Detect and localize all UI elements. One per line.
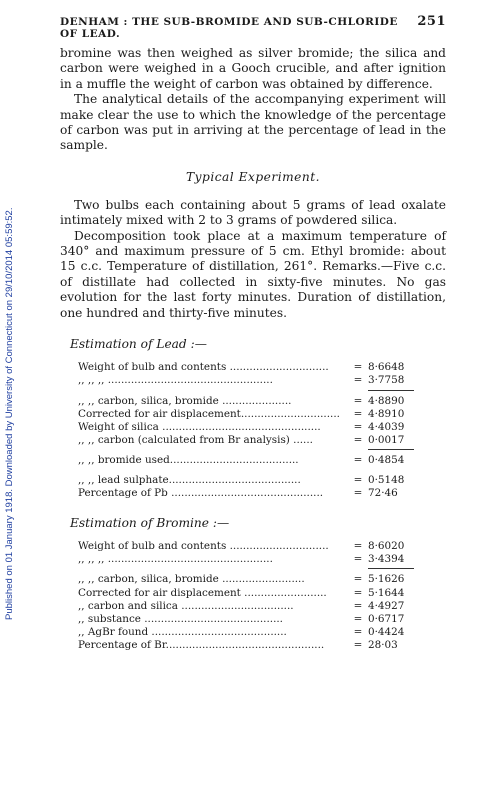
table-row — [78, 474, 446, 487]
table-row — [78, 421, 446, 434]
row-value: 72·46 — [368, 486, 398, 499]
table-row — [78, 361, 446, 374]
bromine-table — [78, 540, 446, 653]
paragraph: Two bulbs each containing about 5 grams of lead oxalate intimately mixed with 2 to 3 grams of powdered silica. — [60, 197, 446, 228]
table-row — [78, 573, 446, 586]
running-header — [60, 14, 446, 40]
row-label: Weight of silica ................................................ — [78, 420, 321, 433]
row-label: Percentage of Br................................................ — [78, 639, 325, 652]
page — [60, 14, 446, 653]
row-value: 0·0017 — [368, 434, 405, 447]
table-row — [78, 434, 446, 447]
download-watermark — [2, 60, 16, 620]
row-value: 5·1644 — [368, 586, 405, 599]
row-value: 3·7758 — [368, 374, 405, 387]
table-row — [78, 374, 446, 387]
row-label: ,, ,, ,, .................................................. — [78, 553, 273, 566]
row-value: 4·4927 — [368, 599, 405, 612]
paragraph: The analytical details of the accompanying experiment will make clear the use to which the knowledge of the percentage of carbon was put in arriving at the percentage of lead in the sample. — [60, 92, 446, 153]
bromine-heading: Estimation of Bromine :— — [70, 515, 230, 530]
download-watermark-text: Published on 01 January 1918. Downloaded by University of Connecticut on 29/10/2014 05:59:52. — [4, 207, 15, 620]
row-value: 28·03 — [368, 639, 398, 652]
row-equals: = — [353, 639, 363, 652]
row-label: ,, ,, carbon (calculated from Br analysis) ...... — [78, 434, 313, 447]
row-equals: = — [353, 626, 363, 639]
row-equals: = — [353, 586, 363, 599]
row-equals: = — [353, 434, 363, 447]
row-equals: = — [353, 486, 363, 499]
table-row — [78, 540, 446, 553]
row-value: 0·4424 — [368, 626, 405, 639]
row-value: 0·6717 — [368, 612, 405, 625]
table-row — [78, 553, 446, 566]
running-title: DENHAM : THE SUB-BROMIDE AND SUB-CHLORIDE OF LEAD. — [60, 16, 398, 40]
row-label: ,, ,, lead sulphate........................................ — [78, 473, 301, 486]
table-row — [78, 408, 446, 421]
page-number: 251 — [417, 14, 446, 29]
row-label: ,, AgBr found ......................................... — [78, 626, 287, 639]
row-equals: = — [353, 599, 363, 612]
row-label: Weight of bulb and contents .............................. — [78, 361, 329, 374]
table-row — [78, 613, 446, 626]
row-equals: = — [353, 612, 363, 625]
row-label: ,, ,, bromide used....................................... — [78, 454, 299, 467]
row-label: Corrected for air displacement ......................... — [78, 586, 327, 599]
row-value: 0·4854 — [368, 454, 405, 467]
row-equals: = — [353, 420, 363, 433]
row-equals: = — [353, 553, 363, 566]
row-equals: = — [353, 407, 363, 420]
table-row — [78, 600, 446, 613]
row-value: 5·1626 — [368, 573, 405, 586]
row-value: 4·4039 — [368, 420, 405, 433]
table-row — [78, 626, 446, 639]
row-value: 0·5148 — [368, 473, 405, 486]
table-row — [78, 487, 446, 500]
total-rule — [368, 390, 414, 391]
row-equals: = — [353, 473, 363, 486]
row-equals: = — [353, 394, 363, 407]
lead-table — [78, 361, 446, 500]
total-rule — [368, 568, 414, 569]
table-row — [78, 587, 446, 600]
row-value: 3·4394 — [368, 553, 405, 566]
row-label: ,, carbon and silica .................................. — [78, 599, 294, 612]
row-label: ,, ,, carbon, silica, bromide ..................... — [78, 394, 292, 407]
table-row — [78, 639, 446, 652]
table-row — [78, 454, 446, 467]
row-value: 4·8890 — [368, 394, 405, 407]
row-value: 8·6020 — [368, 539, 405, 552]
row-label: ,, ,, ,, .................................................. — [78, 374, 273, 387]
total-rule — [368, 449, 414, 450]
row-equals: = — [353, 454, 363, 467]
row-equals: = — [353, 539, 363, 552]
paragraph: bromine was then weighed as silver bromide; the silica and carbon were weighed in a Gooch crucible, and after ignition in a muffle the weight of carbon was obtained by difference. — [60, 46, 446, 91]
row-label: Weight of bulb and contents .............................. — [78, 539, 329, 552]
row-value: 8·6648 — [368, 361, 405, 374]
row-label: ,, substance .......................................... — [78, 612, 283, 625]
section-title: Typical Experiment. — [186, 169, 320, 184]
row-label: Corrected for air displacement.............................. — [78, 407, 340, 420]
row-equals: = — [353, 374, 363, 387]
table-row — [78, 395, 446, 408]
row-label: Percentage of Pb .............................................. — [78, 486, 324, 499]
paragraph: Decomposition took place at a maximum temperature of 340° and maximum pressure of 5 cm. Ethyl bromide: about 15 c.c. Temperature of distillation, 261°. Remarks.—Five c.c. of distillate had collected in sixty-five minutes. No gas evolution for the last forty minutes. Duration of distillation, one hundred and thirty-five minutes. — [60, 228, 446, 320]
row-equals: = — [353, 573, 363, 586]
lead-heading: Estimation of Lead :— — [70, 337, 207, 352]
row-equals: = — [353, 361, 363, 374]
row-value: 4·8910 — [368, 407, 405, 420]
row-label: ,, ,, carbon, silica, bromide ......................... — [78, 573, 305, 586]
